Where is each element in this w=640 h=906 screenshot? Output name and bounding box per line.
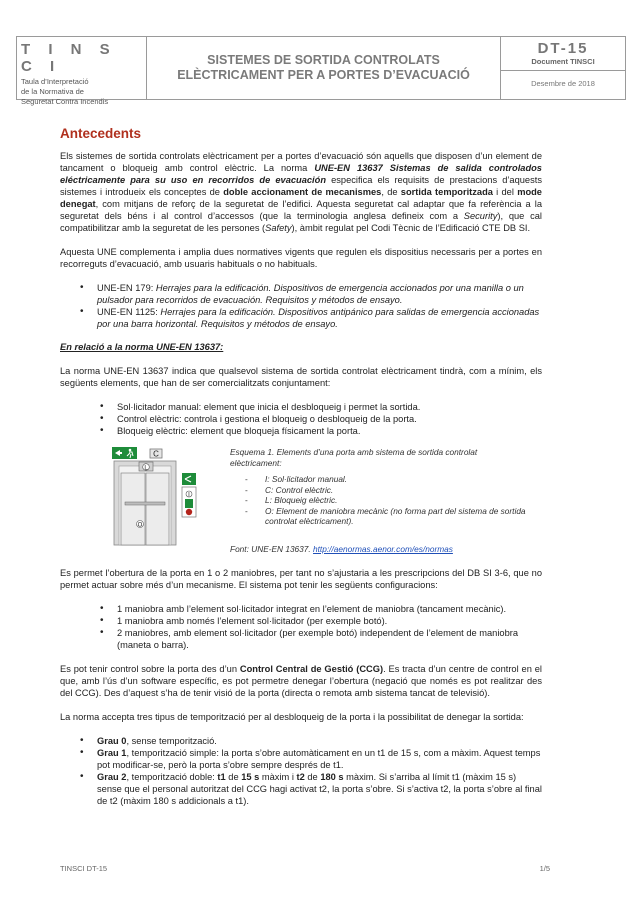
figure-source (230, 543, 453, 555)
brand-subtitle (21, 77, 142, 107)
complement-paragraph: Aquesta UNE complementa i amplia dues normatives vigents que regulen els dispositius necessaris per a portes en recorreguts d’evacuació, amb usuaris habituals o no habituals. (60, 247, 542, 269)
label-c: C (153, 449, 159, 459)
legend-item: - I: Sol·licitador manual. (265, 474, 530, 485)
page-number: 1/5 (539, 864, 550, 873)
maneuvers-paragraph: Es permet l’obertura de la porta en 1 o 2 maniobres, per tant no s’ajustaria a les prescripcions del DB SI 3-6, que no permet actuar sobre més d’un mecanisme. El sistema pot tenir les següents configuracions: (60, 568, 542, 590)
ccg-paragraph: Es pot tenir control sobre la porta des d’un Control Central de Gestió (CCG). Es tracta d’un centre de control en el que, amb l’ús d’un software específic, es pot permetre denegar l’obertura (negació que només es pot realitzar des del CCG). Des d’aquest s’ha de tenir visió de la porta (directa o remota amb sistema tancat de televisió). (60, 664, 542, 698)
push-bar (125, 502, 165, 505)
door-leaf-left (121, 473, 145, 545)
list-item: • Grau 0, sense temporització. (97, 735, 542, 747)
list-item (97, 282, 542, 306)
legend-item: - O: Element de maniobra mecànic (no forma part del sistema de sortida controlat elèctricament). (265, 506, 530, 527)
intro-paragraph: Els sistemes de sortida controlats elèctricament per a portes d’evacuació són aquells que disposen d’un element de tancament o bloqueig amb control elèctric. La norma UNE-EN 13637 Sistemas de salida controlados eléctricamente para su uso en recorridos de evacuación especifica els requisits de prestacions d’aquests sistemes i introdueix els conceptes de doble accionament de mecanismes, de sortida temporitzada i del mode denegat, com mitjans de reforç de la seguretat de l’edifici. Aquesta seguretat cal adaptar que fa referència a la seguretat dels béns i al control d’accessos (que la terminologia anglesa defineix com a Security), que cal compatibilitzar amb la seguretat de les persones (Safety), àmbit regulat pel Codi Tècnic de l’Edificació CTE DB SI. (60, 151, 542, 233)
document-body (60, 126, 542, 807)
timing-grades-list (60, 735, 542, 807)
document-title-line: ELÈCTRICAMENT PER A PORTES D’EVACUACIÓ (177, 68, 470, 82)
list-item: • Grau 1, temporització simple: la porta s’obre automàticament en un t1 de 15 s, com a màxim. Aquest temps pot modificar-se, però la porta s’obre sempre després de t1. (97, 747, 542, 771)
figure-source-link[interactable]: http://aenormas.aenor.com/es/normas (313, 544, 453, 554)
header-code-block (500, 37, 625, 99)
header-title-block (147, 37, 500, 99)
list-item: • Control elèctric: controla i gestiona el bloqueig o desbloqueig de la porta. (117, 413, 542, 425)
elements-list (60, 401, 542, 437)
label-o: O (137, 522, 143, 529)
figure-caption (230, 447, 530, 533)
door-diagram (110, 447, 230, 547)
list-item: • 1 maniobra amb l’element sol·licitador integrat en l’element de maniobra (tancament mecànic). (117, 603, 542, 615)
figure-source-prefix: Font: UNE-EN 13637. (230, 544, 314, 554)
document-title-line: SISTEMES DE SORTIDA CONTROLATS (207, 53, 440, 67)
norms-list (60, 282, 542, 330)
door-system-figure (60, 447, 542, 567)
header-brand-block (17, 37, 147, 106)
norm-code: UNE-EN 1125: (97, 307, 161, 317)
list-item: • Bloqueig elèctric: element que bloqueja físicament la porta. (117, 425, 542, 437)
door-leaf-right (146, 473, 169, 545)
subheading: En relació a la norma UNE-EN 13637: (60, 342, 224, 352)
brand-subtitle-line: Seguretat Contra Incendis (21, 97, 109, 106)
label-l: L (144, 465, 148, 472)
document-code: DT-15 (537, 40, 589, 57)
list-item: • Grau 2, temporització doble: t1 de 15 s màxim i t2 de 180 s màxim. Si s’arriba al límit t1 (màxim 15 s) sense que el personal autoritzat del CCG hagi activat t2, la porta s’obre. Si s’activa t2, la porta s’obre al final de t2 (màxim 180 s addicionals a t1). (97, 771, 542, 807)
list-item: • 1 maniobra amb només l’element sol·licitador (per exemple botó). (117, 615, 542, 627)
norm-code: UNE-EN 179: (97, 283, 156, 293)
configurations-list (60, 603, 542, 651)
brand-subtitle-line: de la Normativa de (21, 87, 84, 96)
requester-sign (182, 473, 196, 485)
brand-name: T I N S C I (21, 41, 117, 75)
legend-item: - L: Bloqueig elèctric. (265, 495, 530, 506)
document-date: Desembre de 2018 (531, 79, 595, 88)
label-i: I (188, 492, 190, 499)
brand-subtitle-line: Taula d’Interpretació (21, 77, 89, 86)
list-item: • Sol·licitador manual: element que inicia el desbloqueig i permet la sortida. (117, 401, 542, 413)
legend-item: - C: Control elèctric. (265, 485, 530, 496)
figure-legend (230, 474, 530, 527)
list-item (97, 306, 542, 330)
page-footer (60, 864, 550, 873)
document-header (16, 36, 626, 106)
timing-intro-paragraph: La norma accepta tres tipus de temporització per al desbloqueig de la porta i la possibilitat de denegar la sortida: (60, 712, 524, 722)
figure-caption-title: Esquema 1. Elements d’una porta amb sistema de sortida controlat elèctricament: (230, 447, 478, 468)
footer-doc-code: TINSCI DT-15 (60, 864, 108, 873)
norm-description: Herrajes para la edificación. Dispositivos antipánico para salidas de emergencia accionadas por una barra horizontal. Requisitos y métodos de ensayo. (97, 307, 540, 329)
list-item: • 2 maniobres, amb element sol·licitador (per exemple botó) independent de l’element de maniobra (maneta o barra). (117, 627, 542, 651)
elements-intro-paragraph: La norma UNE-EN 13637 indica que qualsevol sistema de sortida controlat elèctricament tindrà, com a mínim, els següents elements, que han de ser comercialitzats conjuntament: (60, 366, 542, 388)
norm-description: Herrajes para la edificación. Dispositivos de emergencia accionados por una manilla o un pulsador para recorridos de evacuación. Requisitos y métodos de ensayo. (97, 283, 524, 305)
section-title: Antecedents (60, 126, 142, 141)
document-type-label: Document TINSCI (501, 57, 625, 71)
